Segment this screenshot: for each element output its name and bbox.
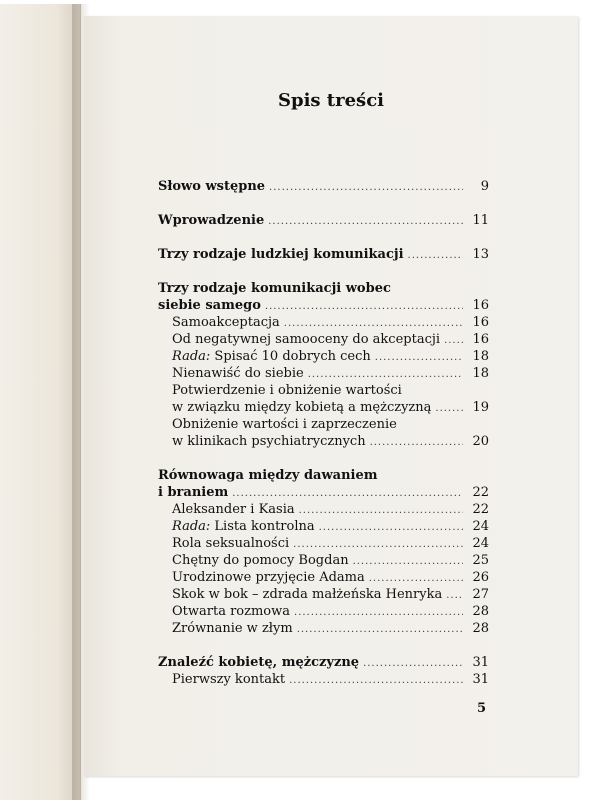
toc-section <box>158 212 489 229</box>
toc-entry-title <box>158 654 359 671</box>
dot-leader <box>299 502 463 519</box>
dot-leader <box>446 587 463 604</box>
dot-leader <box>268 213 463 230</box>
toc-entry-title <box>172 501 295 518</box>
toc-entry-title <box>172 348 371 365</box>
toc-entry-page: 28 <box>472 604 489 619</box>
toc-entry-page: 24 <box>472 519 489 534</box>
toc-entry <box>158 603 489 620</box>
toc-entry-title <box>172 586 442 603</box>
toc-entry-label: siebie samego <box>158 298 261 313</box>
toc-entry <box>158 535 489 552</box>
toc-entry-title <box>172 518 315 535</box>
toc-entry-label: Od negatywnej samooceny do akceptacji <box>172 332 441 347</box>
toc-entry-title <box>172 331 440 348</box>
toc-entry-page: 16 <box>472 332 489 347</box>
toc-entry-label: Słowo wstępne <box>158 179 266 194</box>
toc-entry-page: 13 <box>472 247 489 262</box>
dot-leader <box>232 485 463 502</box>
toc-entry-title <box>172 382 402 399</box>
toc-entry-label: Chętny do pomocy Bogdan <box>172 553 349 568</box>
dot-leader <box>363 655 463 672</box>
toc-entry-page: 18 <box>472 366 489 381</box>
toc-entry-label: Skok w bok – zdrada małżeńska Henryka <box>172 587 443 602</box>
dot-leader <box>289 672 463 689</box>
toc-entry-label: Rola seksualności <box>172 536 290 551</box>
toc-entry <box>158 671 489 688</box>
toc-entry <box>158 382 489 399</box>
toc-entry <box>158 348 489 365</box>
toc-entry-page: 19 <box>472 400 489 415</box>
toc-entry-label: Aleksander i Kasia <box>172 502 295 517</box>
facing-page <box>0 4 81 800</box>
dot-leader <box>375 349 463 366</box>
page-title: Spis treści <box>277 90 384 111</box>
toc-entry-label: Trzy rodzaje komunikacji wobec <box>158 281 391 296</box>
toc-entry-prefix: Rada: <box>172 349 211 364</box>
toc-entry-page: 26 <box>472 570 489 585</box>
dot-leader <box>294 604 463 621</box>
table-of-contents <box>158 178 489 705</box>
toc-entry-page: 18 <box>472 349 489 364</box>
dot-leader <box>297 621 463 638</box>
toc-entry-label: Samoakceptacja <box>172 315 280 330</box>
toc-entry-page: 20 <box>472 434 489 449</box>
toc-section <box>158 178 489 195</box>
page-number: 5 <box>476 701 486 716</box>
toc-entry-title <box>172 552 349 569</box>
toc-entry <box>158 178 489 195</box>
toc-entry-page: 25 <box>472 553 489 568</box>
toc-entry-page: 16 <box>472 315 489 330</box>
toc-section <box>158 467 489 637</box>
toc-entry <box>158 365 489 382</box>
toc-entry <box>158 569 489 586</box>
toc-entry-label: Zrównanie w złym <box>172 621 293 636</box>
toc-entry <box>158 212 489 229</box>
toc-entry-title <box>158 212 264 229</box>
toc-entry-page: 16 <box>472 298 489 313</box>
toc-entry-label: Lista kontrolna <box>210 519 315 534</box>
toc-entry-label: w klinikach psychiatrycznych <box>172 434 366 449</box>
toc-entry-label: Spisać 10 dobrych cech <box>210 349 371 364</box>
toc-entry <box>158 586 489 603</box>
toc-entry-label: Nienawiść do siebie <box>172 366 304 381</box>
toc-entry-title <box>172 416 397 433</box>
toc-entry <box>158 246 489 263</box>
toc-entry-title <box>172 314 280 331</box>
toc-entry-label: Wprowadzenie <box>158 213 265 228</box>
toc-entry <box>158 552 489 569</box>
dot-leader <box>435 400 463 417</box>
toc-entry-page: 31 <box>472 672 489 687</box>
toc-entry-title <box>172 603 290 620</box>
toc-entry <box>158 416 489 433</box>
toc-entry <box>158 654 489 671</box>
toc-entry-page: 11 <box>472 213 489 228</box>
toc-entry-title <box>172 620 293 637</box>
toc-entry-page: 31 <box>472 655 489 670</box>
toc-entry-title <box>158 178 265 195</box>
toc-entry-label: w związku między kobietą a mężczyzną <box>172 400 432 415</box>
dot-leader <box>370 434 463 451</box>
toc-entry-label: Trzy rodzaje ludzkiej komunikacji <box>158 247 404 262</box>
toc-entry <box>158 399 489 416</box>
toc-entry-page: 28 <box>472 621 489 636</box>
toc-entry-label: Urodzinowe przyjęcie Adama <box>172 570 365 585</box>
toc-entry <box>158 331 489 348</box>
toc-entry <box>158 297 489 314</box>
toc-section <box>158 246 489 263</box>
toc-entry-label: Potwierdzenie i obniżenie wartości <box>172 383 402 398</box>
toc-entry-title <box>172 365 304 382</box>
dot-leader <box>308 366 463 383</box>
toc-entry-title <box>172 569 365 586</box>
dot-leader <box>293 536 463 553</box>
toc-entry-page: 27 <box>472 587 489 602</box>
toc-entry-title <box>158 467 378 484</box>
dot-leader <box>408 247 463 264</box>
toc-entry <box>158 620 489 637</box>
toc-entry <box>158 280 489 297</box>
toc-entry-label: Pierwszy kontakt <box>172 672 286 687</box>
dot-leader <box>369 570 463 587</box>
toc-entry-label: Otwarta rozmowa <box>172 604 291 619</box>
dot-leader <box>265 298 463 315</box>
toc-entry <box>158 518 489 535</box>
toc-section <box>158 280 489 450</box>
dot-leader <box>284 315 463 332</box>
dot-leader <box>269 179 463 196</box>
toc-entry-title <box>172 399 431 416</box>
dot-leader <box>444 332 463 349</box>
toc-entry <box>158 467 489 484</box>
toc-entry-label: Znaleźć kobietę, mężczyznę <box>158 655 360 670</box>
toc-entry-title <box>172 433 366 450</box>
toc-entry-prefix: Rada: <box>172 519 211 534</box>
toc-entry-title <box>158 280 391 297</box>
toc-entry <box>158 484 489 501</box>
toc-entry <box>158 501 489 518</box>
book-page <box>84 16 578 776</box>
toc-entry-label: i braniem <box>158 485 229 500</box>
toc-entry <box>158 314 489 331</box>
toc-entry-title <box>158 297 261 314</box>
toc-entry-title <box>158 484 228 501</box>
toc-entry-page: 9 <box>480 179 489 194</box>
dot-leader <box>353 553 463 570</box>
toc-entry-page: 24 <box>472 536 489 551</box>
toc-entry-title <box>172 671 285 688</box>
toc-entry-title <box>172 535 289 552</box>
toc-section <box>158 654 489 688</box>
toc-entry-page: 22 <box>472 502 489 517</box>
toc-entry-label: Równowaga między dawaniem <box>158 468 378 483</box>
toc-entry <box>158 433 489 450</box>
toc-entry-title <box>158 246 404 263</box>
dot-leader <box>319 519 463 536</box>
toc-entry-label: Obniżenie wartości i zaprzeczenie <box>172 417 397 432</box>
toc-entry-page: 22 <box>472 485 489 500</box>
